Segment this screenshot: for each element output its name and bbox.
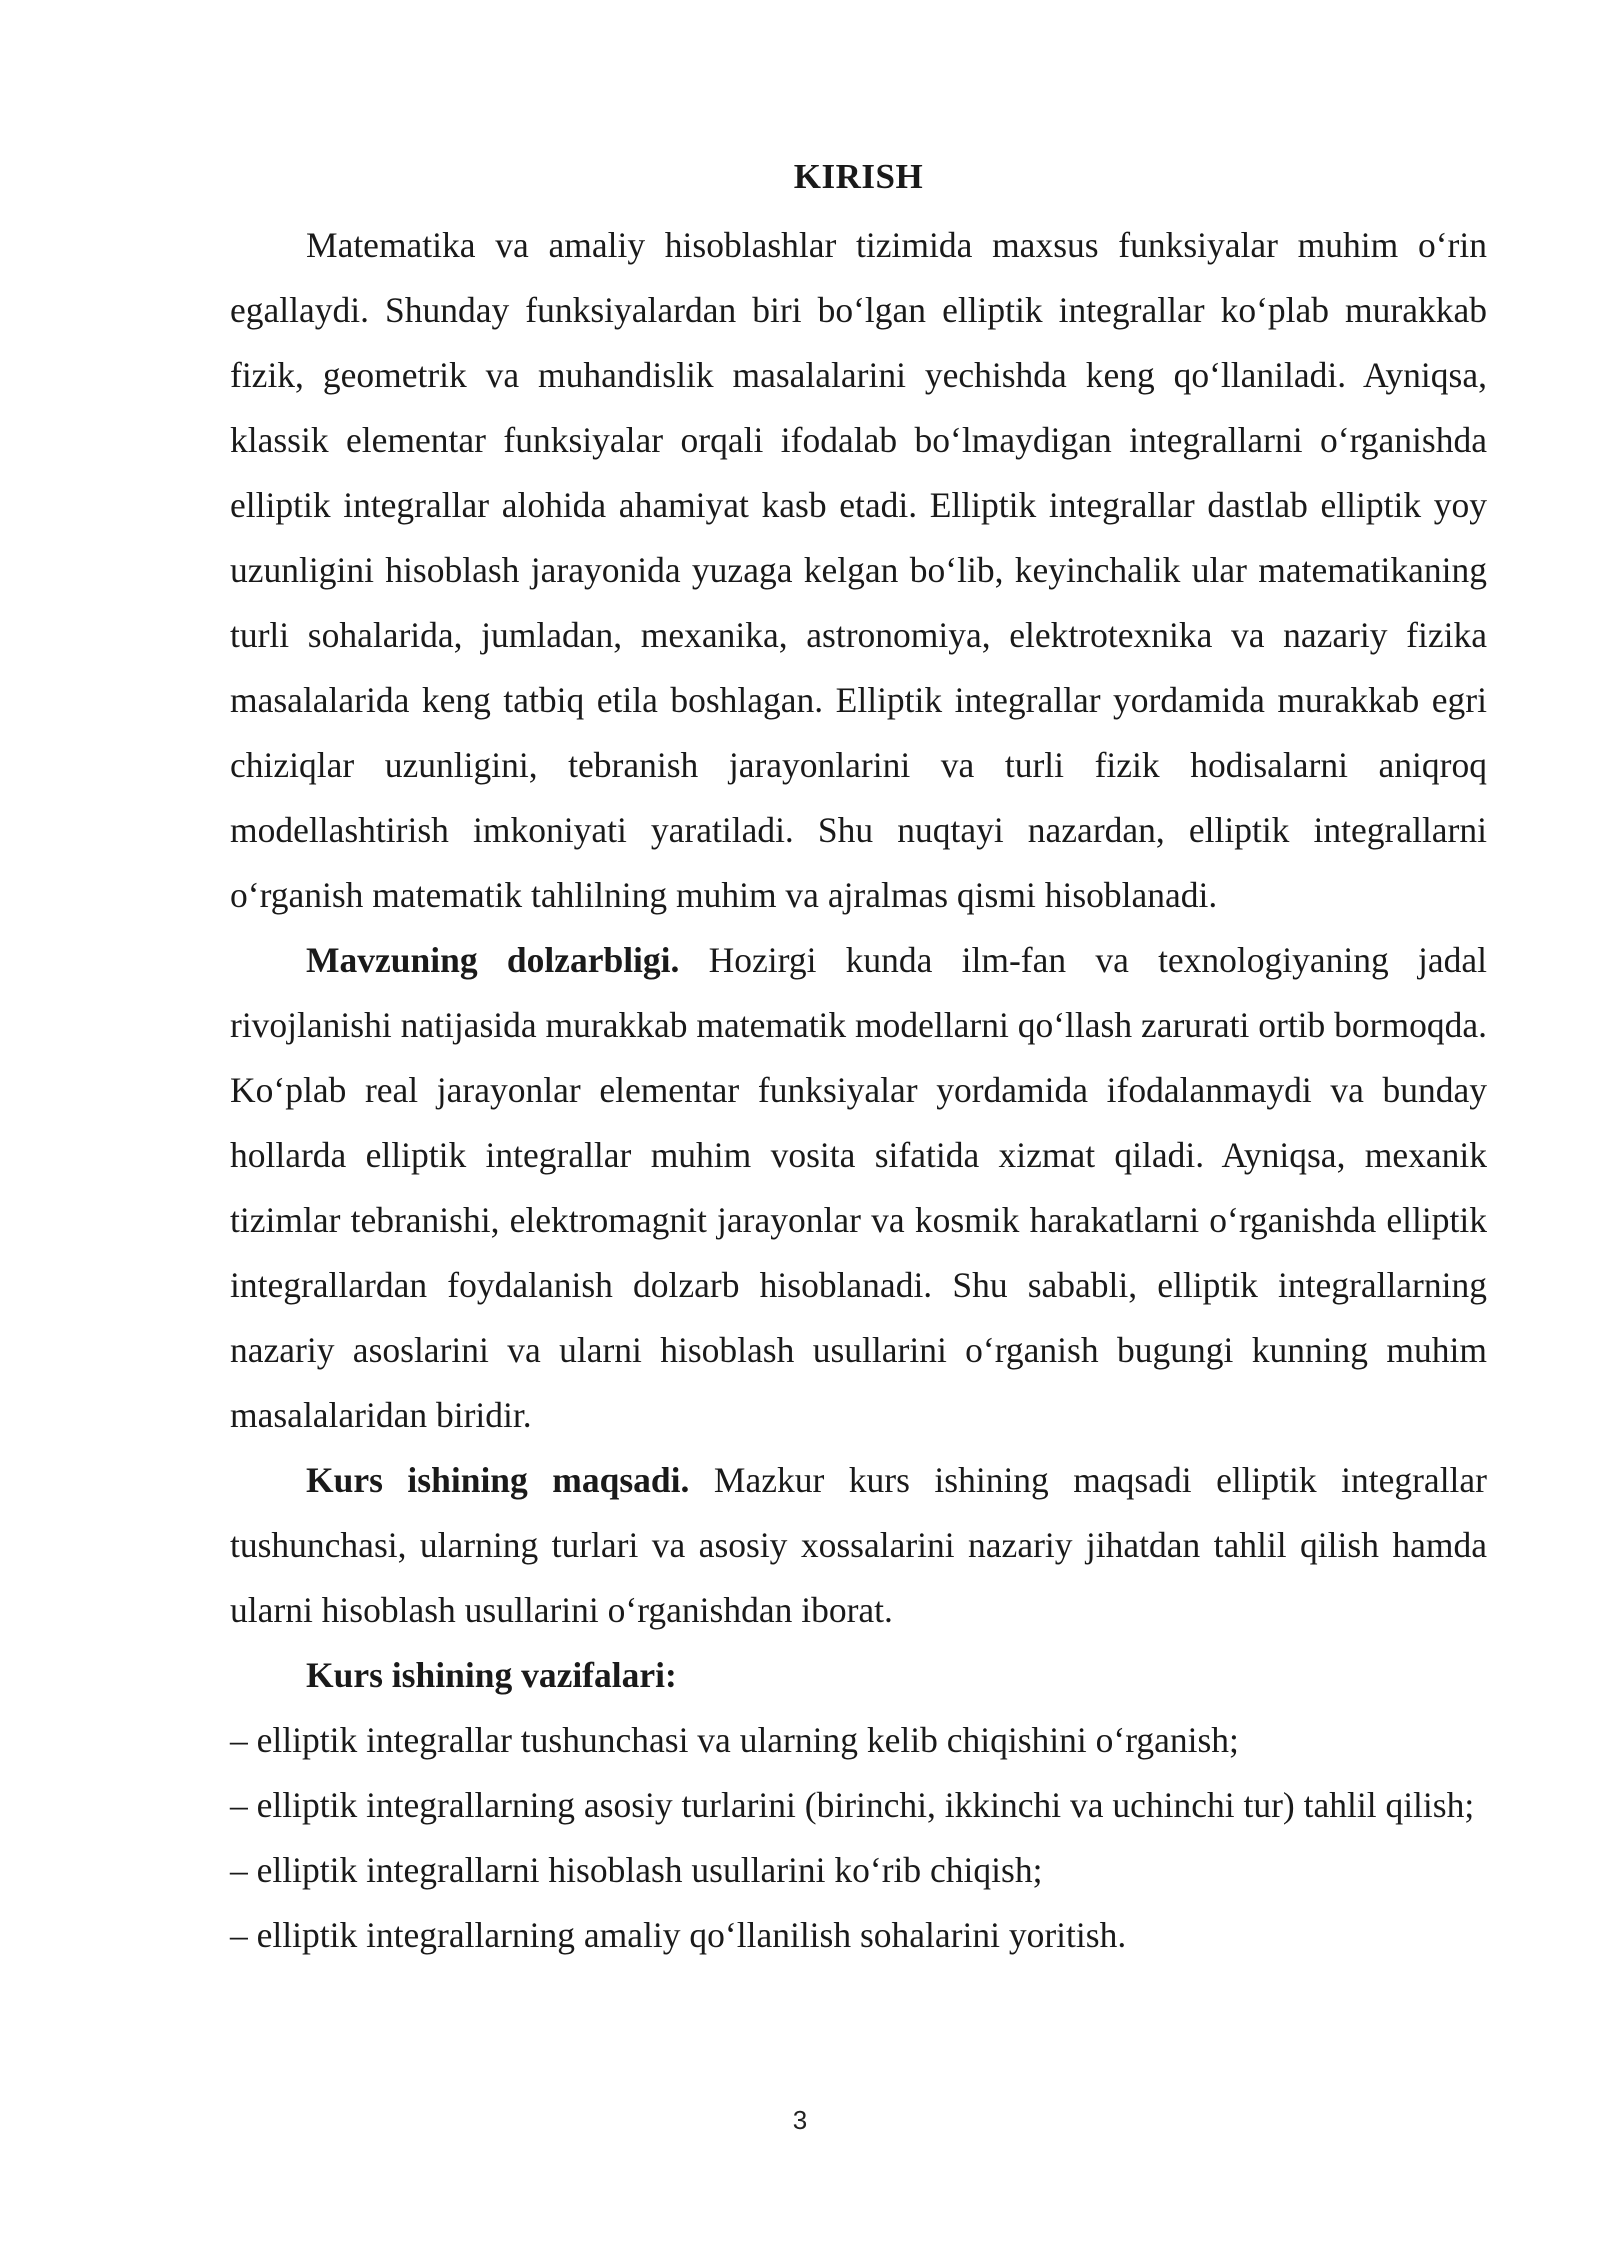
relevance-paragraph [230,928,1487,1448]
list-item: – elliptik integrallarning amaliy qo‘llanilish sohalarini yoritish. [230,1915,1127,1955]
list-item: – elliptik integrallar tushunchasi va ularning kelib chiqishini o‘rganish; [230,1720,1239,1760]
document-page [230,147,1487,1968]
tasks-heading: Kurs ishining vazifalari: [306,1655,677,1695]
intro-paragraph: Matematika va amaliy hisoblashlar tizimida maxsus funksiyalar muhim o‘rin egallaydi. Shunday funksiyalardan biri bo‘lgan elliptik integrallar ko‘plab murakkab fizik, geometrik va muhandislik masalalarini yechishda keng qo‘llaniladi. Ayniqsa, klassik elementar funksiyalar orqali ifodalab bo‘lmaydigan integrallarni o‘rganishda elliptik integrallar alohida ahamiyat kasb etadi. Elliptik integrallar dastlab elliptik yoy uzunligini hisoblash jarayonida yuzaga kelgan bo‘lib, keyinchalik ular matematikaning turli sohalarida, jumladan, mexanika, astronomiya, elektrotexnika va nazariy fizika masalalarida keng tatbiq etila boshlagan. Elliptik integrallar yordamida murakkab egri chiziqlar uzunligini, tebranish jarayonlarini va turli fizik hodisalarni aniqroq modellashtirish imkoniyati yaratiladi. Shu nuqtayi nazardan, elliptik integrallarni o‘rganish matematik tahlilning muhim va ajralmas qismi hisoblanadi. [230,225,1487,915]
relevance-heading: Mavzuning dolzarbligi. [306,940,680,980]
page-title: KIRISH [793,157,924,196]
list-item: – elliptik integrallarning asosiy turlarini (birinchi, ikkinchi va uchinchi tur) tahlil qilish; [230,1785,1475,1825]
goal-text: Mazkur kurs ishining maqsadi elliptik integrallar tushunchasi, ularning turlari va asosiy xossalarini nazariy jihatdan tahlil qilish hamda ularni hisoblash usullarini o‘rganishdan iborat. [230,1460,1487,1630]
goal-paragraph [230,1448,1487,1643]
goal-heading: Kurs ishining maqsadi. [306,1460,690,1500]
relevance-text: Hozirgi kunda ilm-fan va texnologiyaning jadal rivojlanishi natijasida murakkab matematik modellarni qo‘llash zarurati ortib bormoqda. Ko‘plab real jarayonlar elementar funksiyalar yordamida ifodalanmaydi va bunday hollarda elliptik integrallar muhim vosita sifatida xizmat qiladi. Ayniqsa, mexanik tizimlar tebranishi, elektromagnit jarayonlar va kosmik harakatlarni o‘rganishda elliptik integrallardan foydalanish dolzarb hisoblanadi. Shu sababli, elliptik integrallarning nazariy asoslarini va ularni hisoblash usullarini o‘rganish bugungi kunning muhim masalalaridan biridir. [230,940,1487,1435]
page-number: 3 [792,2105,808,2135]
list-item: – elliptik integrallarni hisoblash usullarini ko‘rib chiqish; [230,1850,1043,1890]
tasks-list [230,1708,1487,1968]
